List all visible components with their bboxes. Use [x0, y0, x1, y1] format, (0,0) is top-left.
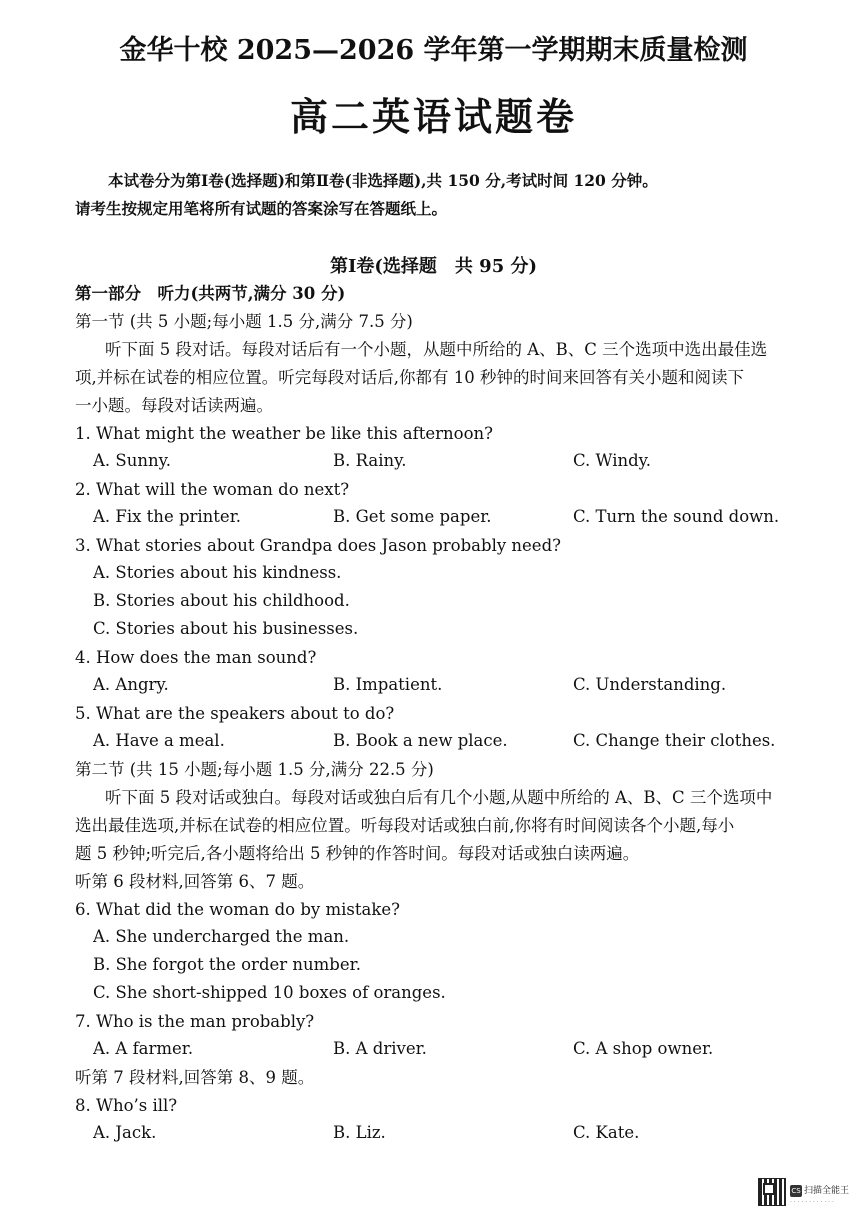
question-3: 3. What stories about Grandpa does Jason probably need?	[75, 536, 561, 555]
section2-instruction-1: 听下面 5 段对话或独白。每段对话或独白后有几个小题,从题中所给的 A、B、C 三个选项中	[105, 788, 773, 807]
question-4-option-c: C. Understanding.	[573, 675, 727, 694]
question-1: 1. What might the weather be like this afternoon?	[75, 424, 493, 443]
question-7-option-b: B. A driver.	[333, 1039, 427, 1058]
question-8: 8. Who’s ill?	[75, 1096, 178, 1115]
question-4: 4. How does the man sound?	[75, 648, 317, 667]
section2-instruction-2: 选出最佳选项,并标在试卷的相应位置。听每段对话或独白前,你将有时间阅读各个小题,每小	[75, 816, 735, 835]
question-4-option-a: A. Angry.	[93, 675, 169, 694]
question-6: 6. What did the woman do by mistake?	[75, 900, 400, 919]
question-4-option-b: B. Impatient.	[333, 675, 443, 694]
question-6-option-b: B. She forgot the order number.	[93, 955, 361, 974]
intro-line-1: 本试卷分为第Ⅰ卷(选择题)和第Ⅱ卷(非选择题),共 150 分,考试时间 120 分钟。	[108, 171, 658, 190]
question-3-option-c: C. Stories about his businesses.	[93, 619, 359, 638]
intro-line-2: 请考生按规定用笔将所有试题的答案涂写在答题纸上。	[75, 199, 448, 218]
exam-paper-title: 高二英语试题卷	[289, 94, 577, 139]
question-5-option-a: A. Have a meal.	[93, 731, 225, 750]
material-7-heading: 听第 7 段材料,回答第 8、9 题。	[75, 1068, 315, 1087]
part1-title: 第一部分 听力(共两节,满分 30 分)	[75, 284, 346, 303]
question-2-option-a: A. Fix the printer.	[93, 507, 242, 526]
question-8-option-a: A. Jack.	[93, 1123, 157, 1142]
material-6-heading: 听第 6 段材料,回答第 6、7 题。	[75, 872, 315, 891]
question-8-option-b: B. Liz.	[333, 1123, 386, 1142]
question-7-option-a: A. A farmer.	[93, 1039, 194, 1058]
question-6-option-c: C. She short-shipped 10 boxes of oranges.	[93, 983, 446, 1002]
question-3-option-b: B. Stories about his childhood.	[93, 591, 350, 610]
scanner-watermark-text: 扫描全能王	[804, 1186, 850, 1196]
exam-header-title: 金华十校 2025—2026 学年第一学期期末质量检测	[119, 35, 748, 66]
question-5-option-b: B. Book a new place.	[333, 731, 508, 750]
question-2-option-b: B. Get some paper.	[333, 507, 492, 526]
section2-title: 第二节 (共 15 小题;每小题 1.5 分,满分 22.5 分)	[75, 760, 434, 779]
question-7-option-c: C. A shop owner.	[573, 1039, 714, 1058]
question-2: 2. What will the woman do next?	[75, 480, 350, 499]
scanner-logo-icon: CS	[791, 1187, 801, 1195]
question-1-option-b: B. Rainy.	[333, 451, 407, 470]
question-5-option-c: C. Change their clothes.	[573, 731, 776, 750]
question-1-option-c: C. Windy.	[573, 451, 652, 470]
section2-instruction-3: 题 5 秒钟;听完后,各小题将给出 5 秒钟的作答时间。每段对话或独白读两遍。	[75, 844, 640, 863]
section1-instruction-1: 听下面 5 段对话。每段对话后有一个小题，从题中所给的 A、B、C 三个选项中选出最佳选	[105, 340, 768, 359]
section1-title: 第一节 (共 5 小题;每小题 1.5 分,满分 7.5 分)	[75, 312, 413, 331]
qr-code-icon	[758, 1178, 786, 1206]
question-2-option-c: C. Turn the sound down.	[573, 507, 780, 526]
question-5: 5. What are the speakers about to do?	[75, 704, 395, 723]
question-3-option-a: A. Stories about his kindness.	[93, 563, 342, 582]
question-1-option-a: A. Sunny.	[93, 451, 171, 470]
volume-title: 第Ⅰ卷(选择题 共 95 分)	[329, 256, 538, 277]
question-6-option-a: A. She undercharged the man.	[93, 927, 350, 946]
section1-instruction-2: 项,并标在试卷的相应位置。听完每段对话后,你都有 10 秒钟的时间来回答有关小题和阅读下	[75, 368, 744, 387]
scanner-watermark-subtext: · · · · · · · · · · · ·	[790, 1199, 834, 1206]
question-8-option-c: C. Kate.	[573, 1123, 640, 1142]
question-7: 7. Who is the man probably?	[75, 1012, 315, 1031]
section1-instruction-3: 一小题。每段对话读两遍。	[75, 396, 273, 415]
